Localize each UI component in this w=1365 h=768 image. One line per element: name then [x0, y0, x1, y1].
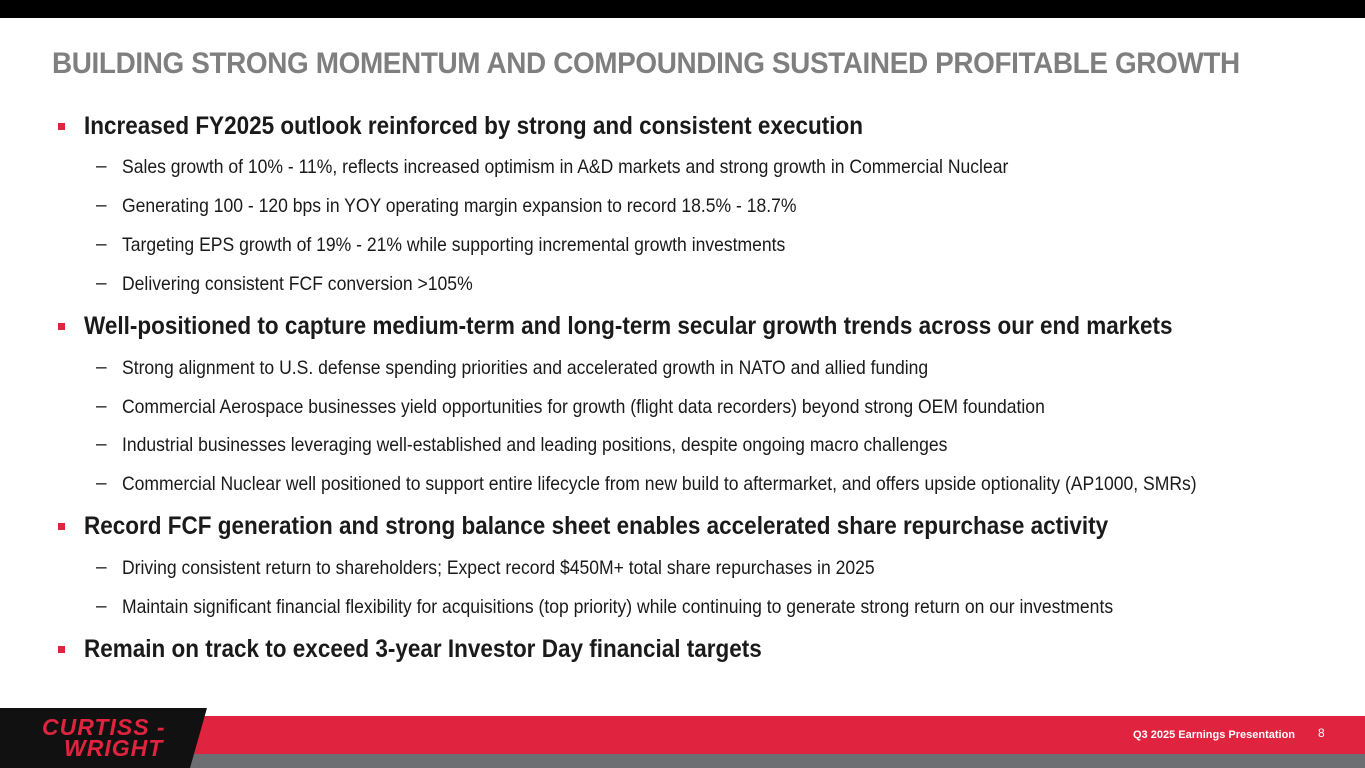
footer-caption: Q3 2025 Earnings Presentation [1133, 729, 1296, 741]
logo-text-line1: CURTISS - [42, 714, 166, 740]
curtiss-wright-logo [0, 708, 210, 768]
sub-bullet-dash: – [96, 596, 107, 617]
sub-bullet-dash: – [96, 195, 107, 216]
logo-text-line2: WRIGHT [64, 735, 164, 761]
sub-bullet-dash: – [96, 557, 107, 578]
bullet-marker-icon [58, 123, 65, 130]
page-number: 8 [1318, 726, 1325, 740]
sub-bullet-text: Industrial businesses leveraging well-established and leading positions, despite ongoing macro challenges [122, 434, 948, 456]
sub-bullet-text: Sales growth of 10% - 11%, reflects increased optimism in A&D markets and strong growth in Commercial Nuclear [122, 156, 1009, 178]
bullet-marker-icon [58, 523, 65, 530]
sub-bullet-text: Generating 100 - 120 bps in YOY operating margin expansion to record 18.5% - 18.7% [122, 195, 797, 217]
sub-bullet-dash: – [96, 357, 107, 378]
sub-bullet-text: Commercial Aerospace businesses yield opportunities for growth (flight data recorders) beyond strong OEM foundation [122, 396, 1045, 418]
bullet-text: Record FCF generation and strong balance sheet enables accelerated share repurchase activity [84, 512, 1109, 540]
sub-bullet-dash: – [96, 273, 107, 294]
sub-bullet-dash: – [96, 396, 107, 417]
bullet-marker-icon [58, 323, 65, 330]
sub-bullet-dash: – [96, 473, 107, 494]
sub-bullet-dash: – [96, 434, 107, 455]
bullet-text: Increased FY2025 outlook reinforced by strong and consistent execution [84, 112, 863, 140]
bullet-text: Well-positioned to capture medium-term and long-term secular growth trends across our end markets [84, 312, 1173, 340]
sub-bullet-dash: – [96, 156, 107, 177]
sub-bullet-dash: – [96, 234, 107, 255]
sub-bullet-text: Driving consistent return to shareholders; Expect record $450M+ total share repurchases in 2025 [122, 557, 875, 579]
sub-bullet-text: Targeting EPS growth of 19% - 21% while supporting incremental growth investments [122, 234, 786, 256]
sub-bullet-text: Commercial Nuclear well positioned to support entire lifecycle from new build to aftermarket, and offers upside optionality (AP1000, SMRs) [122, 473, 1197, 495]
sub-bullet-text: Delivering consistent FCF conversion >105% [122, 273, 473, 295]
bullet-text: Remain on track to exceed 3-year Investor Day financial targets [84, 635, 762, 663]
slide-title: BUILDING STRONG MOMENTUM AND COMPOUNDING SUSTAINED PROFITABLE GROWTH [52, 47, 1240, 80]
sub-bullet-text: Maintain significant financial flexibility for acquisitions (top priority) while continuing to generate strong return on our investments [122, 596, 1114, 618]
sub-bullet-text: Strong alignment to U.S. defense spending priorities and accelerated growth in NATO and allied funding [122, 357, 929, 379]
bullet-marker-icon [58, 646, 65, 653]
